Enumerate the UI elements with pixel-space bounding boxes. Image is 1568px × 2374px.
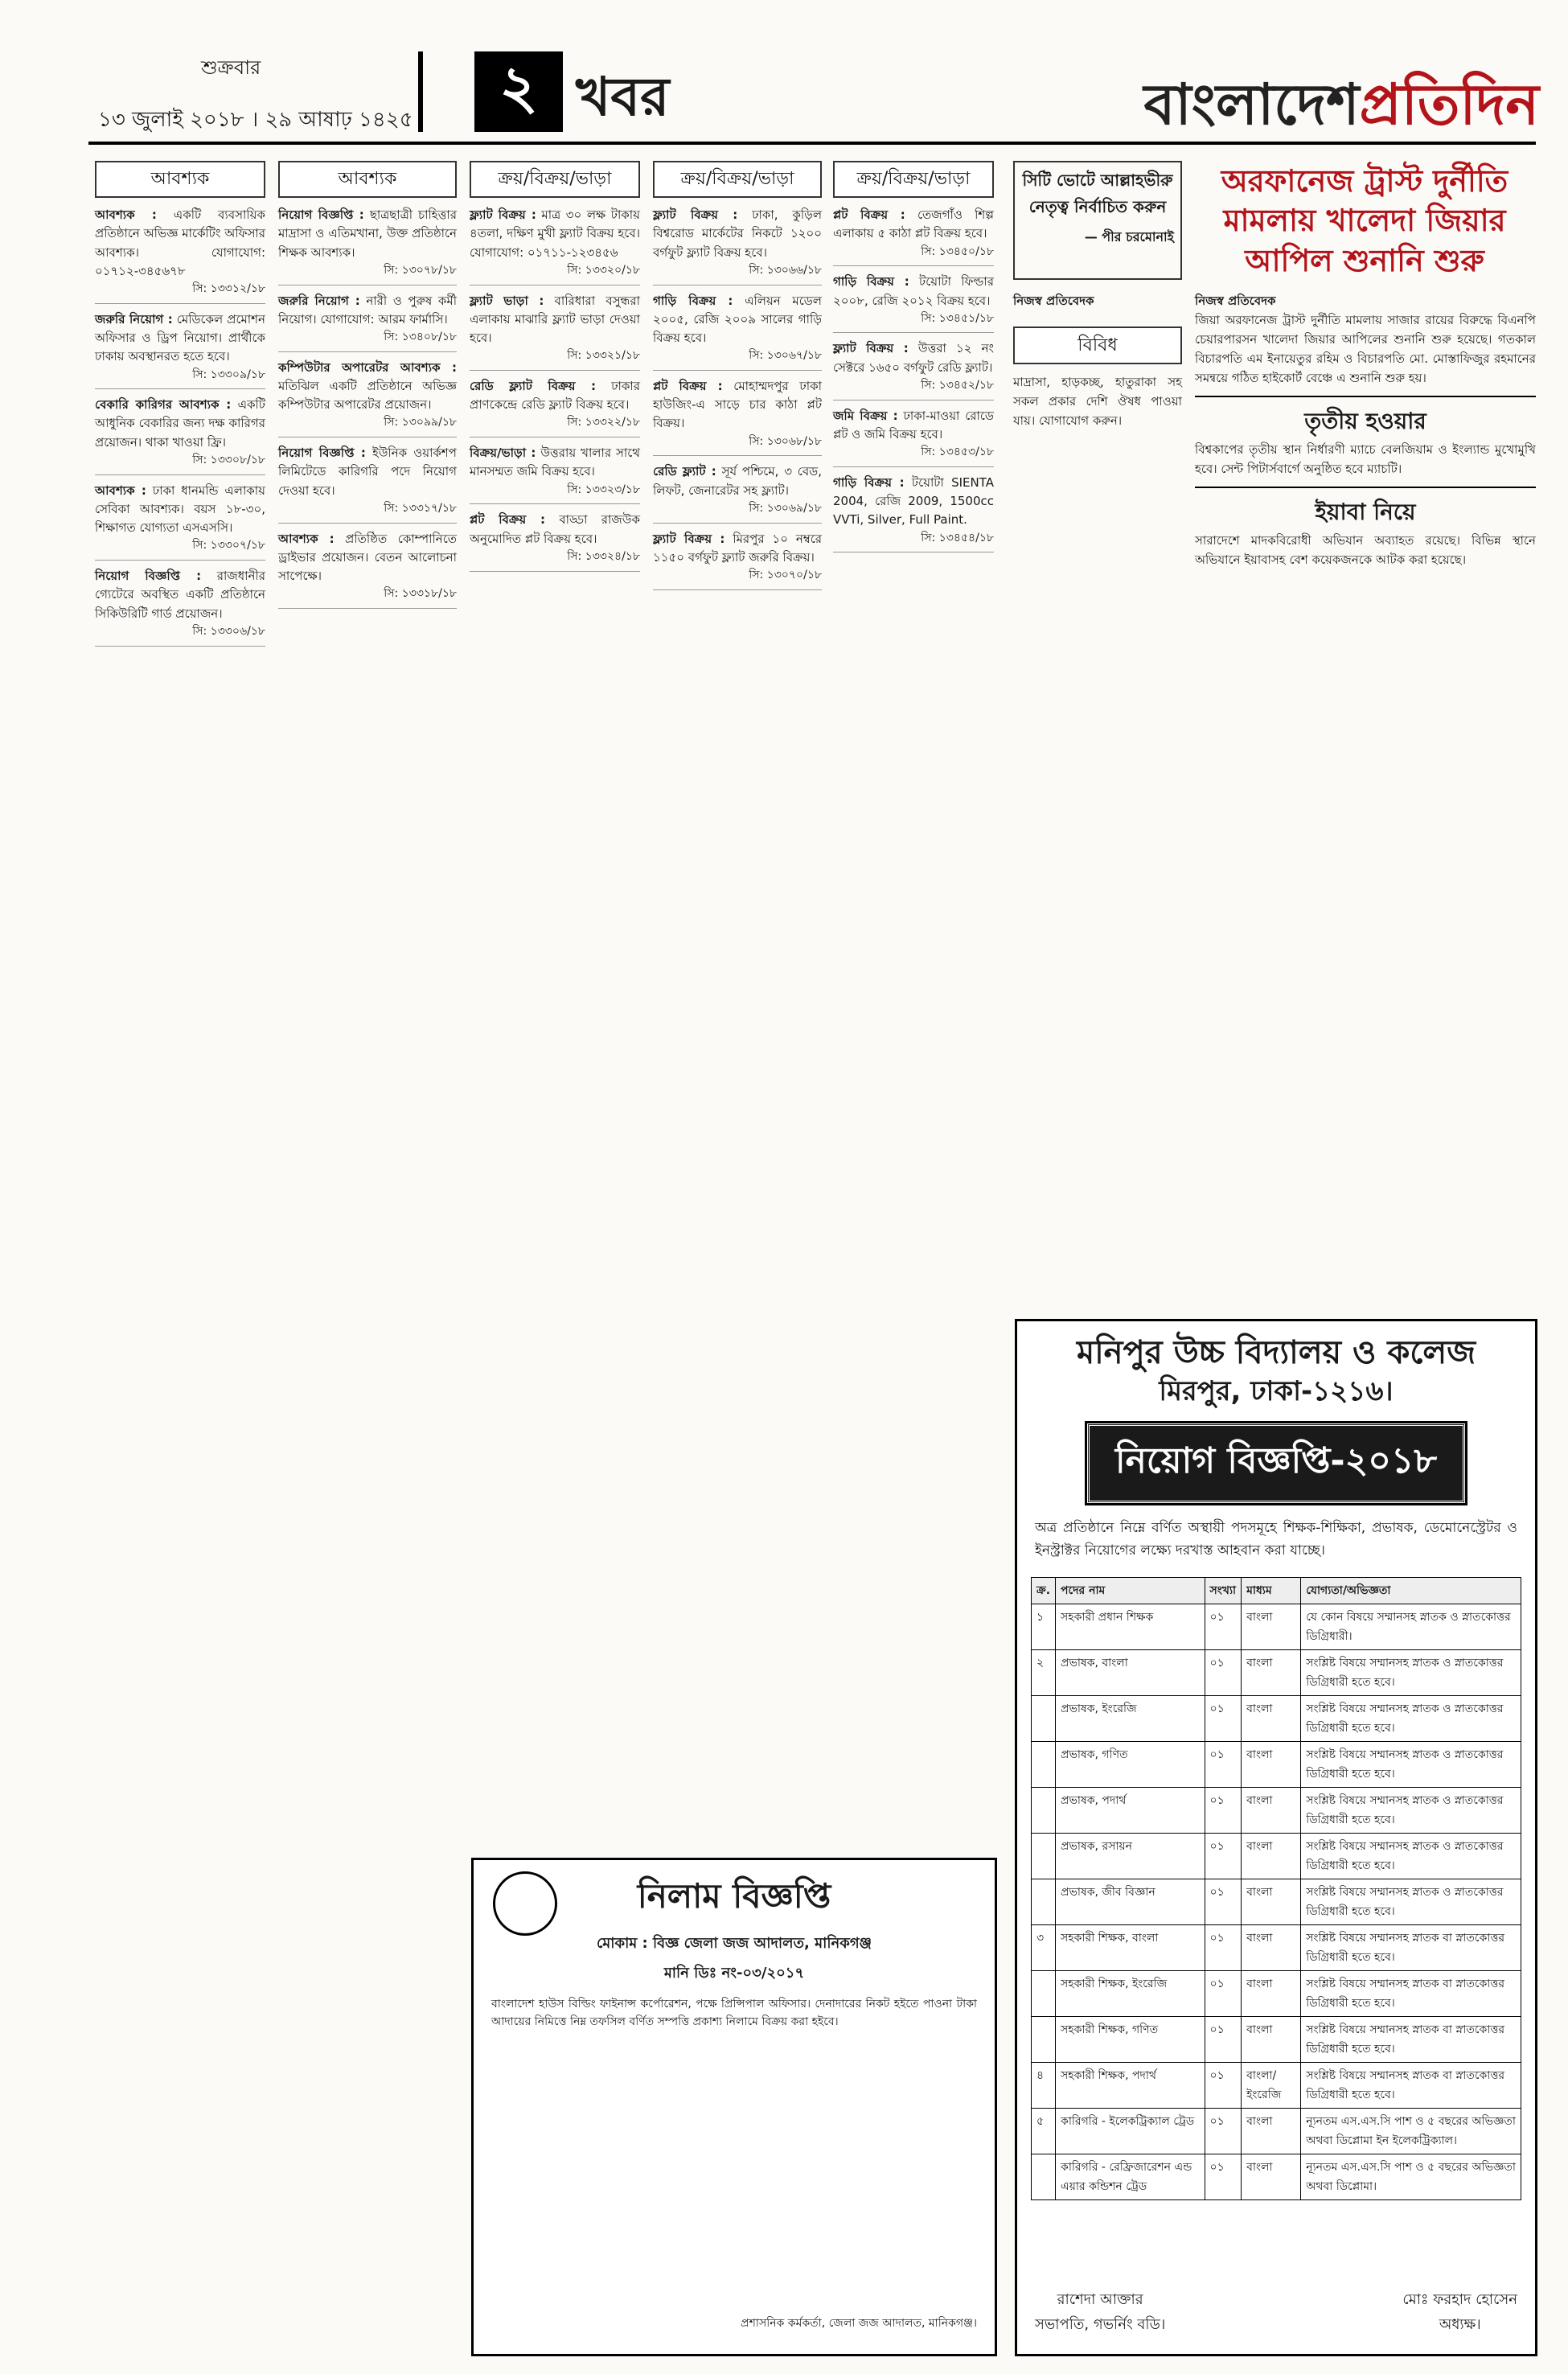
column-head: আবশ্যক — [278, 161, 457, 198]
classified-ad — [470, 511, 640, 571]
ad-code: সি: ১৩৪৫১/১৮ — [921, 311, 994, 325]
classified-column — [833, 161, 994, 559]
table-cell: সহকারী প্রধান শিক্ষক — [1056, 1604, 1205, 1649]
ad-text: মিরপুর ১০ নম্বরে ১১৫০ বর্গফুট ফ্ল্যাট জরুরি বিক্রয়। — [653, 531, 822, 565]
table-cell: বাংলা — [1242, 1924, 1301, 1970]
ad-lead: ফ্ল্যাট বিক্রয় : — [653, 531, 725, 546]
ad-code: সি: ১৩০৬৭/১৮ — [749, 349, 822, 363]
school-address: মিরপুর, ঢাকা-১২১৬। — [1159, 1375, 1394, 1407]
ad-code: সি: ১৩৪০৮/১৮ — [384, 331, 457, 344]
table-cell: ০১ — [1205, 2108, 1242, 2154]
ad-code: সি: ১৩০৭৮/১৮ — [384, 263, 457, 277]
issue-day: শুক্রবার — [201, 56, 261, 79]
ad-text: প্রতিষ্ঠিত কোম্পানিতে ড্রাইভার প্রয়োজন। বেতন আলোচনা সাপেক্ষে। — [278, 531, 457, 584]
table-cell: ৩ — [1032, 1924, 1056, 1970]
table-cell: সহকারী শিক্ষক, ইংরেজি — [1056, 1970, 1205, 2016]
classified-ad — [278, 444, 457, 523]
classified-ad — [278, 530, 457, 609]
ad-text: ইউনিক ওয়ার্কশপ লিমিটেডে কারিগরি পদে নিয়োগ দেওয়া হবে। — [278, 446, 457, 498]
ad-lead: নিয়োগ বিজ্ঞপ্তি : — [278, 207, 364, 223]
table-cell: ০১ — [1205, 1924, 1242, 1970]
table-cell: ০১ — [1205, 1787, 1242, 1833]
kicker-byline: — পীর চরমোনাই — [1084, 229, 1174, 244]
table-cell: সংশ্লিষ্ট বিষয়ে সম্মানসহ স্নাতক ও স্নাতকোত্তর ডিগ্রিধারী হতে হবে। — [1301, 1833, 1521, 1879]
table-cell: ০১ — [1205, 1695, 1242, 1741]
table-cell: বাংলা/ইংরেজি — [1242, 2062, 1301, 2108]
table-cell: সংশ্লিষ্ট বিষয়ে সম্মানসহ স্নাতক ও স্নাতকোত্তর ডিগ্রিধারী হতে হবে। — [1301, 1741, 1521, 1787]
ad-lead: ফ্ল্যাট বিক্রয় : — [653, 207, 738, 223]
column-head: আবশ্যক — [95, 161, 265, 198]
posts-table — [1031, 1577, 1521, 2200]
ad-lead: আবশ্যক : — [278, 531, 335, 546]
classified-ad — [833, 273, 994, 333]
posts-column-header: যোগ্যতা/অভিজ্ঞতা — [1301, 1577, 1521, 1604]
classified-ad — [653, 530, 822, 590]
ad-lead: গাড়ি বিক্রয় : — [653, 293, 733, 308]
ad-lead: ফ্ল্যাট বিক্রয় : — [470, 207, 536, 223]
table-cell: বাংলা — [1242, 1649, 1301, 1695]
notice-banner: নিয়োগ বিজ্ঞপ্তি-২০১৮ — [1087, 1423, 1465, 1503]
posts-column-header: সংখ্যা — [1205, 1577, 1242, 1604]
ad-text: উত্তরা ১২ নং সেক্টরে ১৬৫০ বর্গফুট রেডি ফ্ল্যাট। — [833, 341, 994, 375]
table-row — [1032, 2016, 1521, 2062]
classified-column — [278, 161, 457, 615]
table-row — [1032, 1833, 1521, 1879]
table-cell: বাংলা — [1242, 2154, 1301, 2199]
auction-notice — [471, 1858, 997, 2356]
lead-story — [1013, 161, 1536, 569]
table-cell: ২ — [1032, 1649, 1056, 1695]
table-cell: ০১ — [1205, 1604, 1242, 1649]
ad-text: বাড্ডা রাজউক অনুমোদিত প্লট বিক্রয় হবে। — [470, 512, 640, 546]
table-cell: ন্যূনতম এস.এস.সি পাশ ও ৫ বছরের অভিজ্ঞতা অথবা ডিপ্লোমা। — [1301, 2154, 1521, 2199]
classified-ad — [278, 292, 457, 352]
table-row — [1032, 1741, 1521, 1787]
ad-text: মেডিকেল প্রমোশন অফিসার ও ড্রিপ নিয়োগ। প্রার্থীকে ঢাকায় অবস্থানরত হতে হবে। — [95, 311, 265, 364]
side-headline-2: ইয়াবা নিয়ে — [1195, 487, 1536, 531]
ad-text: একটি ব্যবসায়িক প্রতিষ্ঠানে অভিজ্ঞ মার্কেটিং অফিসার আবশ্যক। যোগাযোগ: ০১৭১২-৩৪৫৬৭৮ — [95, 207, 265, 278]
kicker-box — [1013, 161, 1182, 280]
table-row — [1032, 1695, 1521, 1741]
recruitment-notice — [1015, 1319, 1537, 2356]
ad-code: সি: ১৩৩১৭/১৮ — [384, 501, 457, 515]
header-rule — [88, 142, 1536, 145]
ad-code: সি: ১৩৩২৩/১৮ — [567, 483, 640, 496]
table-cell — [1032, 1741, 1056, 1787]
ad-lead: প্লট বিক্রয় : — [470, 512, 545, 528]
classified-ad — [95, 567, 265, 646]
ad-code: সি: ১৩০৬৬/১৮ — [749, 263, 822, 277]
table-cell — [1032, 1879, 1056, 1924]
classified-column — [653, 161, 822, 597]
table-row — [1032, 1879, 1521, 1924]
table-row — [1032, 2108, 1521, 2154]
ad-lead: ফ্ল্যাট বিক্রয় : — [833, 341, 909, 356]
classified-ad — [470, 444, 640, 504]
table-cell: বাংলা — [1242, 1604, 1301, 1649]
ad-lead: নিয়োগ বিজ্ঞপ্তি : — [278, 446, 366, 461]
table-cell — [1032, 1787, 1056, 1833]
ad-code: সি: ১৩০৯৯/১৮ — [384, 416, 457, 429]
posts-column-header: পদের নাম — [1056, 1577, 1205, 1604]
ad-text: টয়োটা SIENTA 2004, রেজি 2009, 1500cc VVTi, Silver, Full Paint. — [833, 474, 994, 528]
classified-ad — [470, 377, 640, 437]
ad-text: উত্তরায় খালার সাথে মানসম্মত জমি বিক্রয় হবে। — [470, 446, 640, 479]
ad-text: ছাত্রছাত্রী চাহিত্তার মাদ্রাসা ও এতিমখানা, উক্ত প্রতিষ্ঠানে শিক্ষক আবশ্যক। — [278, 207, 457, 260]
lead-headline: অরফানেজ ট্রাস্ট দুর্নীতি মামলায় খালেদা জিয়ার আপিল শুনানি শুরু — [1221, 162, 1508, 278]
ad-text: এলিয়ন মডেল ২০০৫, রেজি ২০০৯ সালের গাড়ি বিক্রয় হবে। — [653, 293, 822, 346]
table-cell: বাংলা — [1242, 1833, 1301, 1879]
page-number: ২ — [474, 51, 563, 132]
classified-ad — [833, 407, 994, 467]
school-name: মনিপুর উচ্চ বিদ্যালয় ও কলেজ — [1076, 1334, 1476, 1371]
ad-lead: গাড়ি বিক্রয় : — [833, 274, 909, 290]
ad-lead: আবশ্যক : — [95, 207, 157, 223]
ad-code: সি: ১৩৩০৬/১৮ — [192, 624, 265, 638]
table-cell — [1032, 1833, 1056, 1879]
ad-code: সি: ১৩০৬৯/১৮ — [749, 501, 822, 515]
table-cell: ০১ — [1205, 1970, 1242, 2016]
table-cell: সহকারী শিক্ষক, গণিত — [1056, 2016, 1205, 2062]
table-cell: কারিগরি - ইলেকট্রিক্যাল ট্রেড — [1056, 2108, 1205, 2154]
table-cell: ৪ — [1032, 2062, 1056, 2108]
table-cell: প্রভাষক, পদার্থ — [1056, 1787, 1205, 1833]
ad-text: নারী ও পুরুষ কর্মী নিয়োগ। যোগাযোগ: আরম ফার্মাসি। — [278, 293, 457, 327]
table-cell: সহকারী শিক্ষক, পদার্থ — [1056, 2062, 1205, 2108]
column-head: ক্রয়/বিক্রয়/ভাড়া — [653, 161, 822, 198]
table-cell — [1032, 2016, 1056, 2062]
notice-signatures — [1035, 2288, 1517, 2338]
classified-ad — [833, 474, 994, 552]
classified-ad — [278, 359, 457, 437]
classified-ad — [278, 206, 457, 285]
kicker-headline: সিটি ভোটে আল্লাহভীরু নেতৃত্ব নির্বাচিত করুন — [1022, 170, 1173, 216]
table-cell: ০১ — [1205, 2062, 1242, 2108]
table-cell — [1032, 1695, 1056, 1741]
ad-lead: আবশ্যক : — [95, 483, 146, 498]
table-cell: ০১ — [1205, 1879, 1242, 1924]
auction-signer: প্রশাসনিক কর্মকর্তা, জেলা জজ আদালত, মানিকগঞ্জ। — [741, 2317, 977, 2331]
posts-column-header: ক্র. — [1032, 1577, 1056, 1604]
misc-head: বিবিধ — [1013, 327, 1182, 364]
ad-text: ঢাকা, কুড়িল বিশ্বরোড মার্কেটের নিকটে ১২০০ বর্গফুট ফ্ল্যাট বিক্রয় হবে। — [653, 207, 822, 260]
classified-ad — [653, 292, 822, 371]
table-cell — [1032, 1970, 1056, 2016]
table-cell: বাংলা — [1242, 1741, 1301, 1787]
ad-text: ঢাকার প্রাণকেন্দ্রে রেডি ফ্ল্যাট বিক্রয় হবে। — [470, 378, 640, 413]
classified-ad — [653, 206, 822, 285]
table-cell: ন্যূনতম এস.এস.সি পাশ ও ৫ বছরের অভিজ্ঞতা অথবা ডিপ্লোমা ইন ইলেকট্রিক্যাল। — [1301, 2108, 1521, 2154]
side-body-2: সারাদেশে মাদকবিরোধী অভিযান অব্যাহত রয়েছে। বিভিন্ন স্থানে অভিযানে ইয়াবাসহ বেশ কয়েকজনকে আটক করা হয়েছে। — [1195, 532, 1536, 567]
ad-lead: বেকারি কারিগর আবশ্যক : — [95, 397, 232, 413]
ad-code: সি: ১৩৪৫০/১৮ — [921, 244, 994, 258]
court-seal-icon — [493, 1871, 557, 1936]
ad-code: সি: ১৩০৬৮/১৮ — [749, 434, 822, 448]
table-row — [1032, 1604, 1521, 1649]
signer-right-title: অধ্যক্ষ। — [1439, 2316, 1481, 2333]
ad-code: সি: ১৩৩২২/১৮ — [567, 416, 640, 429]
table-cell: প্রভাষক, গণিত — [1056, 1741, 1205, 1787]
ad-code: সি: ১৩৩০৭/১৮ — [192, 539, 265, 552]
auction-title: নিলাম বিজ্ঞপ্তি — [637, 1876, 831, 1916]
ad-lead: রেডি ফ্ল্যাট বিক্রয় : — [470, 378, 596, 393]
table-cell: সংশ্লিষ্ট বিষয়ে সম্মানসহ স্নাতক ও স্নাতকোত্তর ডিগ্রিধারী হতে হবে। — [1301, 1695, 1521, 1741]
ad-text: মতিঝিল একটি প্রতিষ্ঠানে অভিজ্ঞ কম্পিউটার অপারেটর প্রয়োজন। — [278, 378, 457, 413]
column-head: ক্রয়/বিক্রয়/ভাড়া — [470, 161, 640, 198]
lead-body: জিয়া অরফানেজ ট্রাস্ট দুর্নীতি মামলায় সাজার রায়ের বিরুদ্ধে বিএনপি চেয়ারপারসন খালেদা জিয়ার আপিলের শুনানি শুরু হয়েছে। গতকাল বিচারপতি এম ইনায়েতুর রহিম ও বিচারপতি মো. মোস্তাফিজুর রহমানের সমন্বয়ে গঠিত হাইকোর্ট বেঞ্চে এ শুনানি শুরু হয়। — [1195, 313, 1536, 386]
table-row — [1032, 1924, 1521, 1970]
table-cell: বাংলা — [1242, 1695, 1301, 1741]
classified-ad — [470, 292, 640, 371]
ad-code: সি: ১৩৩১৮/১৮ — [384, 587, 457, 601]
table-cell: যে কোন বিষয়ে সম্মানসহ স্নাতক ও স্নাতকোত্তর ডিগ্রিধারী। — [1301, 1604, 1521, 1649]
classified-ad — [470, 206, 640, 285]
table-row — [1032, 1787, 1521, 1833]
table-cell: কারিগরি - রেফ্রিজারেশন এন্ড এয়ার কন্ডিশন ট্রেড — [1056, 2154, 1205, 2199]
ad-lead: জরুরি নিয়োগ : — [278, 293, 360, 308]
ad-lead: জরুরি নিয়োগ : — [95, 311, 173, 327]
kicker-byline-2: নিজস্ব প্রতিবেদক — [1013, 294, 1094, 309]
ad-text: বারিধারা বসুন্ধরা এলাকায় মাঝারি ফ্ল্যাট ভাড়া দেওয়া হবে। — [470, 293, 640, 346]
classified-column — [470, 161, 640, 578]
ad-code: সি: ১৩৩২১/১৮ — [567, 349, 640, 363]
ad-lead: প্লট বিক্রয় : — [833, 207, 905, 223]
auction-office: মোকাম : বিজ্ঞ জেলা জজ আদালত, মানিকগঞ্জ — [596, 1935, 872, 1952]
classified-ad — [653, 377, 822, 456]
table-cell: ০১ — [1205, 1833, 1242, 1879]
ad-code: সি: ১৩৪৫৪/১৮ — [921, 531, 994, 544]
signer-left: রাশেদা আক্তার — [1057, 2291, 1143, 2308]
brand-accent: প্রতিদিন — [1359, 72, 1539, 138]
classified-ad — [95, 206, 265, 304]
table-row — [1032, 2062, 1521, 2108]
ad-text: একটি আধুনিক বেকারির জন্য দক্ষ কারিগর প্রয়োজন। থাকা খাওয়া ফ্রি। — [95, 397, 265, 450]
ad-code: সি: ১৩০৭০/১৮ — [749, 569, 822, 582]
classified-ad — [833, 206, 994, 266]
classified-ad — [95, 482, 265, 561]
ad-text: ঢাকা ধানমন্ডি এলাকায় সেবিকা আবশ্যক। বয়স ১৮-৩০, শিক্ষাগত যোগ্যতা এসএসসি। — [95, 483, 265, 536]
lead-byline: নিজস্ব প্রতিবেদক — [1195, 294, 1276, 309]
table-cell: সহকারী শিক্ষক, বাংলা — [1056, 1924, 1205, 1970]
table-cell: সংশ্লিষ্ট বিষয়ে সম্মানসহ স্নাতক ও স্নাতকোত্তর ডিগ্রিধারী হতে হবে। — [1301, 1649, 1521, 1695]
column-head: ক্রয়/বিক্রয়/ভাড়া — [833, 161, 994, 198]
ad-lead: প্লট বিক্রয় : — [653, 378, 723, 393]
ad-lead: জমি বিক্রয় : — [833, 408, 898, 423]
notice-intro: অত্র প্রতিষ্ঠানে নিম্নে বর্ণিত অস্থায়ী পদসমূহে শিক্ষক-শিক্ষিকা, প্রভাষক, ডেমোনেস্ট্রেটর ও ইনস্ট্রাক্টর নিয়োগের লক্ষ্যে দরখাস্ত আহবান করা যাচ্ছে। — [1035, 1519, 1517, 1559]
table-row — [1032, 2154, 1521, 2199]
table-cell: ০১ — [1205, 2154, 1242, 2199]
table-cell: ০১ — [1205, 1741, 1242, 1787]
side-headline: তৃতীয় হওয়ার — [1195, 396, 1536, 440]
ad-text: মাত্র ৩০ লক্ষ টাকায় ৪তলা, দক্ষিণ মুখী ফ্ল্যাট বিক্রয় হবে। যোগাযোগ: ০১৭১১-১২৩৪৫৬ — [470, 207, 640, 260]
ad-text: টয়োটা ফিল্ডার ২০০৮, রেজি ২০১২ বিক্রয় হবে। — [833, 274, 994, 308]
table-row — [1032, 1970, 1521, 2016]
masthead — [0, 0, 1568, 143]
posts-column-header: মাধ্যম — [1242, 1577, 1301, 1604]
table-cell — [1032, 2154, 1056, 2199]
table-cell: বাংলা — [1242, 1970, 1301, 2016]
ad-code: সি: ১৩৩২০/১৮ — [567, 263, 640, 277]
table-cell: সংশ্লিষ্ট বিষয়ে সম্মানসহ স্নাতক ও স্নাতকোত্তর ডিগ্রিধারী হতে হবে। — [1301, 1879, 1521, 1924]
classified-ad — [653, 462, 822, 523]
auction-case: মানি ডিঃ নং-০৩/২০১৭ — [663, 1965, 805, 1982]
table-cell: বাংলা — [1242, 1787, 1301, 1833]
table-cell: সংশ্লিষ্ট বিষয়ে সম্মানসহ স্নাতক ও স্নাতকোত্তর ডিগ্রিধারী হতে হবে। — [1301, 1787, 1521, 1833]
ad-code: সি: ১৩৩২৪/১৮ — [567, 549, 640, 563]
classified-ad — [833, 339, 994, 400]
table-cell: বাংলা — [1242, 2016, 1301, 2062]
ad-code: সি: ১৩৪৫২/১৮ — [921, 378, 994, 392]
table-row — [1032, 1649, 1521, 1695]
table-cell: সংশ্লিষ্ট বিষয়ে সম্মানসহ স্নাতক বা স্নাতকোত্তর ডিগ্রিধারী হতে হবে। — [1301, 2016, 1521, 2062]
ad-code: সি: ১৩৩০৮/১৮ — [192, 453, 265, 466]
table-cell: প্রভাষক, জীব বিজ্ঞান — [1056, 1879, 1205, 1924]
table-cell: সংশ্লিষ্ট বিষয়ে সম্মানসহ স্নাতক বা স্নাতকোত্তর ডিগ্রিধারী হতে হবে। — [1301, 1924, 1521, 1970]
ad-lead: নিয়োগ বিজ্ঞপ্তি : — [95, 569, 202, 584]
ad-lead: গাড়ি বিক্রয় : — [833, 474, 905, 490]
section-title: খবর — [576, 65, 670, 128]
ad-text: রাজধানীর গ্যেটেরে অবস্থিত একটি প্রতিষ্ঠানে সিকিউরিটি গার্ড প্রয়োজন। — [95, 569, 265, 621]
side-body: বিশ্বকাপের তৃতীয় স্থান নির্ধারণী ম্যাচে বেলজিয়াম ও ইংল্যান্ড মুখোমুখি হবে। সেন্ট পিটার্সবার্গে অনুষ্ঠিত হবে ম্যাচটি। — [1195, 442, 1536, 476]
brand-main: বাংলাদেশ — [1143, 72, 1360, 138]
signer-right: মোঃ ফরহাদ হোসেন — [1402, 2291, 1517, 2308]
table-cell: বাংলা — [1242, 2108, 1301, 2154]
ad-code: সি: ১৩৪৫৩/১৮ — [921, 446, 994, 459]
table-cell: প্রভাষক, বাংলা — [1056, 1649, 1205, 1695]
auction-body: বাংলাদেশ হাউস বিল্ডিং ফাইনান্স কর্পোরেশন, পক্ষে প্রিন্সিপাল অফিসার। দেনাদারের নিকট হইতে পাওনা টাকা আদায়ের নিমিত্তে নিম্ন তফসিল বর্ণিত সম্পত্তি প্রকাশ্য নিলামে বিক্রয় করা হইবে। — [491, 1998, 977, 2028]
ad-lead: ফ্ল্যাট ভাড়া : — [470, 293, 544, 308]
table-cell: প্রভাষক, ইংরেজি — [1056, 1695, 1205, 1741]
table-cell: বাংলা — [1242, 1879, 1301, 1924]
classified-column — [95, 161, 265, 653]
ad-lead: কম্পিউটার অপারেটর আবশ্যক : — [278, 359, 457, 375]
signer-left-title: সভাপতি, গভর্নিং বডি। — [1035, 2316, 1166, 2333]
ad-code: সি: ১৩৩১২/১৮ — [192, 282, 265, 296]
table-cell: ০১ — [1205, 1649, 1242, 1695]
table-cell: ০১ — [1205, 2016, 1242, 2062]
table-cell: ১ — [1032, 1604, 1056, 1649]
misc-body: মাদ্রাসা, হাড়কচ্ছ, হাতুরাকা সহ সকল প্রকার দেশি ঔষধ পাওয়া যায়। যোগাযোগ করুন। — [1013, 375, 1182, 429]
ad-text: মোহাম্মদপুর ঢাকা হাউজিং-এ সাড়ে চার কাঠা প্লট বিক্রয়। — [653, 378, 822, 431]
table-cell: ৫ — [1032, 2108, 1056, 2154]
classified-ad — [95, 396, 265, 474]
table-cell: সংশ্লিষ্ট বিষয়ে সম্মানসহ স্নাতক বা স্নাতকোত্তর ডিগ্রিধারী হতে হবে। — [1301, 2062, 1521, 2108]
ad-text: সূর্য পশ্চিমে, ৩ বেড, লিফট, জেনারেটর সহ ফ্ল্যাট। — [653, 464, 822, 498]
ad-text: তেজগাঁও শিল্প এলাকায় ৫ কাঠা প্লট বিক্রয় হবে। — [833, 207, 994, 241]
issue-date: ১৩ জুলাই ২০১৮ । ২৯ আষাঢ় ১৪২৫ — [98, 108, 413, 132]
section-logo — [418, 51, 468, 132]
ad-code: সি: ১৩৩০৯/১৮ — [192, 368, 265, 381]
ad-lead: রেডি ফ্ল্যাট : — [653, 464, 716, 479]
table-cell: প্রভাষক, রসায়ন — [1056, 1833, 1205, 1879]
classified-ad — [95, 310, 265, 389]
ad-text: ঢাকা-মাওয়া রোডে প্লট ও জমি বিক্রয় হবে। — [833, 408, 994, 442]
ad-lead: বিক্রয়/ভাড়া : — [470, 446, 536, 461]
table-cell: সংশ্লিষ্ট বিষয়ে সম্মানসহ স্নাতক বা স্নাতকোত্তর ডিগ্রিধারী হতে হবে। — [1301, 1970, 1521, 2016]
